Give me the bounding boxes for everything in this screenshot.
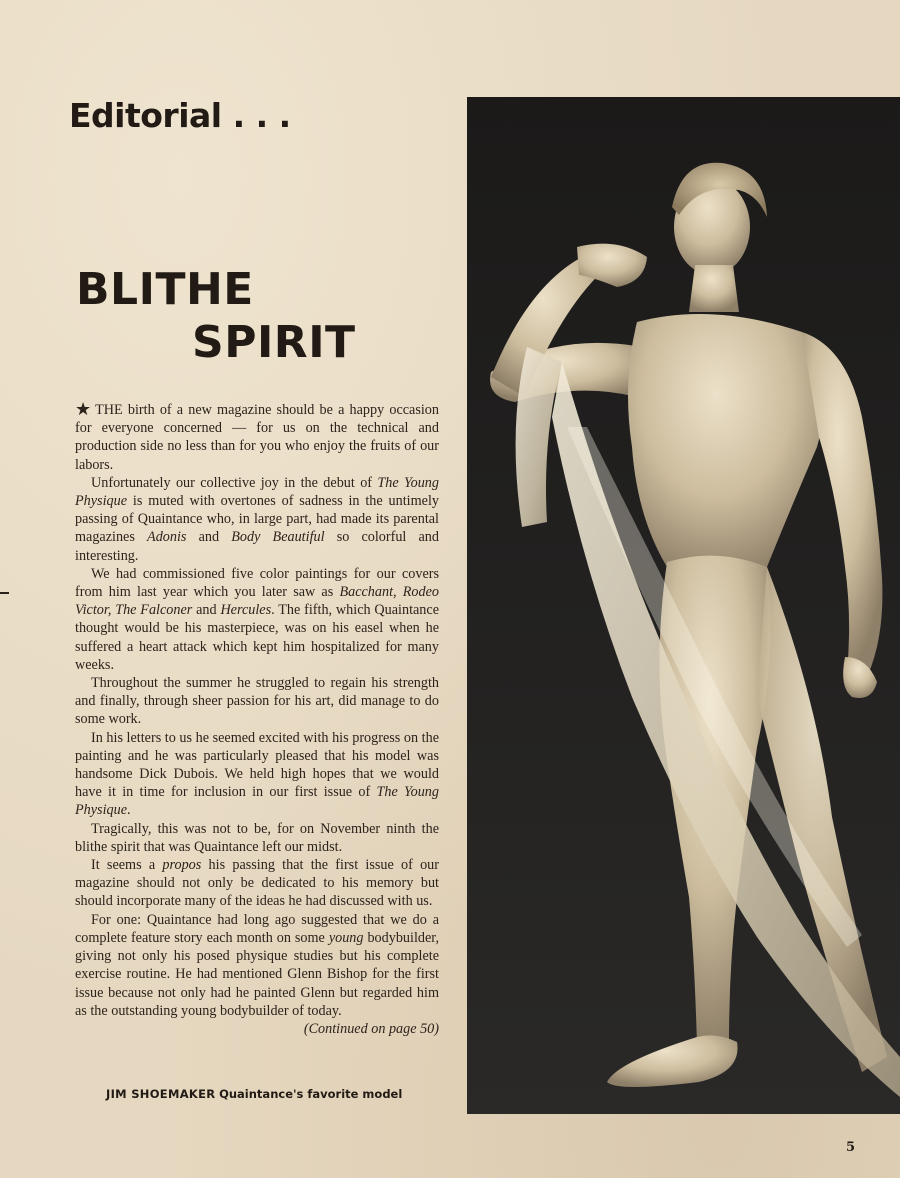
headline-line-1: BLITHE — [76, 264, 254, 315]
paragraph-3: We had commissioned five color paintings for our covers from him last year which you later saw as Bacchant, Rodeo Victor, The Falconer and Hercules. The fifth, which Quaintance thought would be his masterpiece, was on his easel when he suffered a heart attack which kept him hospitalized for many weeks. — [75, 565, 439, 673]
paragraph-2: Unfortunately our collective joy in the debut of The Young Physique is muted with overtones of sadness in the untimely passing of Quaintance who, in large part, had made its parental magazines Adonis and Body Beautiful so colorful and interesting. — [75, 474, 439, 564]
headline-line-2: SPIRIT — [192, 317, 356, 368]
caption-text: Quaintance's favorite model — [219, 1087, 403, 1101]
caption-model-name: JIM SHOEMAKER — [106, 1087, 216, 1101]
posing-figure-photo — [467, 97, 900, 1114]
continued-note: (Continued on page 50) — [303, 1020, 439, 1037]
section-title: Editorial . . . — [69, 96, 291, 135]
figure-illustration — [467, 97, 900, 1114]
paragraph-8: For one: Quaintance had long ago suggested that we do a complete feature story each month on some young bodybuilder, giving not only his posed physique studies but his complete exercise routine. He had mentioned Glenn Bishop for the first issue because not only had he painted Glenn but regarded him as the outstanding young bodybuilder of today. (Continued on page 50) — [75, 911, 439, 1037]
photo-caption — [106, 1087, 402, 1101]
paragraph-1: ★ THE birth of a new magazine should be a happy occasion for everyone concerned — for us on the technical and production side no less than for you who enjoy the fruits of our labors. — [75, 399, 439, 473]
margin-mark — [0, 592, 9, 594]
paragraph-4: Throughout the summer he struggled to regain his strength and finally, through sheer passion for his art, did manage to do some work. — [75, 675, 439, 728]
star-icon: ★ — [75, 399, 92, 419]
editorial-body — [75, 401, 439, 1038]
paragraph-5: In his letters to us he seemed excited with his progress on the painting and he was particularly pleased that his model was handsome Dick Dubois. We held high hopes that we would have it in time for inclusion in our first issue of The Young Physique. — [75, 729, 439, 819]
paragraph-6: Tragically, this was not to be, for on November ninth the blithe spirit that was Quaintance left our midst. — [75, 820, 439, 855]
page-number: 5 — [846, 1140, 856, 1155]
paragraph-7: It seems a propos his passing that the first issue of our magazine should not only be dedicated to his memory but should incorporate many of the ideas he had discussed with us. — [75, 857, 440, 910]
